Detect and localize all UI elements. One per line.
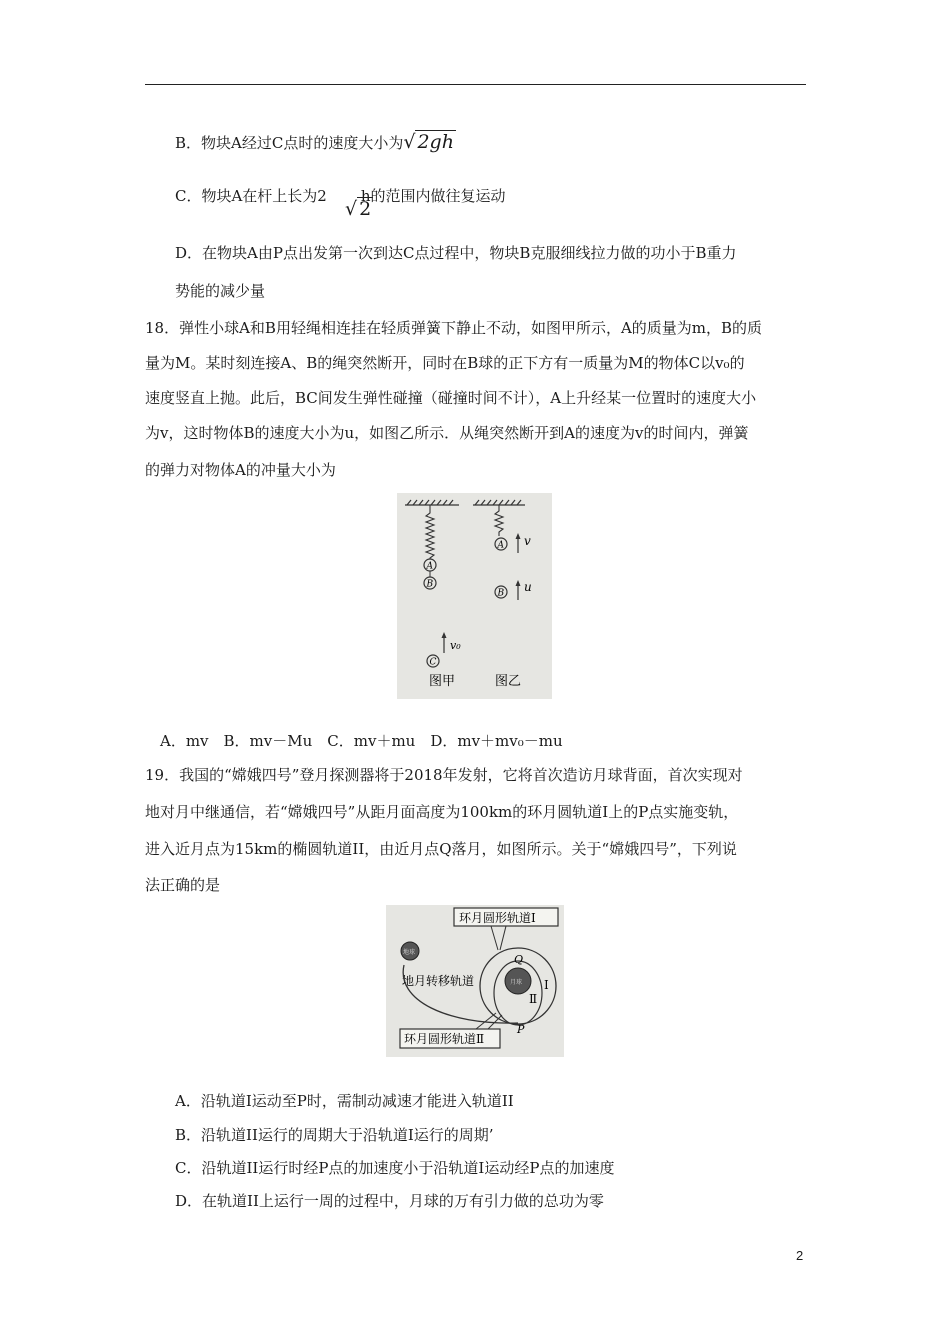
v-label: v bbox=[524, 534, 531, 548]
roman-ii-label: Ⅱ bbox=[529, 992, 538, 1006]
v0-label: v₀ bbox=[450, 639, 461, 652]
sqrt-radicand: 2gh bbox=[417, 131, 454, 153]
q19-line: 法正确的是 bbox=[145, 876, 221, 894]
sqrt-radicand-2: 2 bbox=[359, 198, 372, 220]
q19-line: 地对月中继通信，若“嫦娥四号”从距月面高度为100km的环月圆轨道Ⅰ上的P点实施变轨， bbox=[145, 803, 739, 821]
earth-label: 地球 bbox=[403, 949, 416, 956]
q19-option-a: A．沿轨道Ⅰ运动至P时，需制动减速才能进入轨道II bbox=[175, 1092, 514, 1110]
header-rule bbox=[145, 84, 806, 85]
transfer-label: 地月转移轨道 bbox=[402, 974, 475, 988]
q17-option-d-line1: D．在物块A由P点出发第一次到达C点过程中，物块B克服细线拉力做的功小于B重力 bbox=[175, 244, 737, 262]
orbit1-label: 环月圆形轨道Ⅰ bbox=[459, 911, 536, 925]
q17-option-c-text-a: C．物块A在杆上长为2 bbox=[175, 187, 327, 205]
q17-option-d-line2: 势能的减少量 bbox=[175, 282, 266, 300]
q19-option-c: C．沿轨道II运行时经P点的加速度小于沿轨道Ⅰ运动经P点的加速度 bbox=[175, 1159, 615, 1177]
q18-line: 为v，这时物体B的速度大小为u，如图乙所示．从绳突然断开到A的速度为v的时间内，弹簧 bbox=[145, 424, 749, 442]
q-label: Q bbox=[514, 953, 524, 966]
q18-line: 的弹力对物体A的冲量大小为 bbox=[145, 461, 336, 479]
caption-left: 图甲 bbox=[429, 674, 456, 689]
q17-option-c bbox=[175, 186, 506, 206]
q19-line: 进入近月点为15km的椭圆轨道II，由近月点Q落月，如图所示。关于“嫦娥四号”，下列说 bbox=[145, 840, 737, 858]
q18-line: 量为M。某时刻连接A、B的绳突然断开，同时在B球的正下方有一质量为M的物体C以v₀的 bbox=[145, 354, 745, 372]
orbit2-label: 环月圆形轨道Ⅱ bbox=[404, 1032, 485, 1046]
ball-a-label: A bbox=[426, 561, 433, 572]
q19-option-b: B．沿轨道II运行的周期大于沿轨道Ⅰ运行的周期’ bbox=[175, 1126, 494, 1144]
ball-a2-label: A bbox=[497, 540, 504, 551]
sqrt-expression-2: √ 2 bbox=[345, 198, 372, 220]
q18-line: 18．弹性小球A和B用轻绳相连挂在轻质弹簧下静止不动，如图甲所示，A的质量为m，B的质 bbox=[145, 319, 763, 337]
moon-label: 月球 bbox=[510, 979, 523, 986]
sqrt-expression: √ 2gh bbox=[403, 131, 454, 153]
u-label: u bbox=[524, 580, 532, 594]
q19-figure bbox=[386, 905, 564, 1057]
q18-options: A．mv B．mv－Mu C．mv＋mu D．mv＋mv₀－mu bbox=[160, 732, 563, 750]
page-number: 2 bbox=[796, 1248, 804, 1263]
q19-line: 19．我国的“嫦娥四号”登月探测器将于2018年发射，它将首次造访月球背面，首次实现对 bbox=[145, 766, 743, 784]
q17-option-b-text: B．物块A经过C点时的速度大小为 bbox=[175, 134, 404, 152]
ball-b2-label: B bbox=[497, 588, 505, 599]
q18-figure bbox=[397, 493, 552, 699]
q17-option-c-text-b: h的范围内做往复运动 bbox=[360, 187, 506, 205]
p-label: P bbox=[517, 1023, 525, 1036]
ball-b-label: B bbox=[426, 579, 434, 590]
roman-i-label: Ⅰ bbox=[544, 978, 549, 992]
ball-c-label: C bbox=[429, 657, 437, 668]
q19-option-d: D．在轨道II上运行一周的过程中，月球的万有引力做的总功为零 bbox=[175, 1192, 604, 1210]
q18-line: 速度竖直上抛。此后，BC间发生弹性碰撞（碰撞时间不计），A上升经某一位置时的速度大小 bbox=[145, 389, 757, 407]
q17-option-b bbox=[175, 132, 456, 153]
caption-right: 图乙 bbox=[495, 674, 522, 689]
